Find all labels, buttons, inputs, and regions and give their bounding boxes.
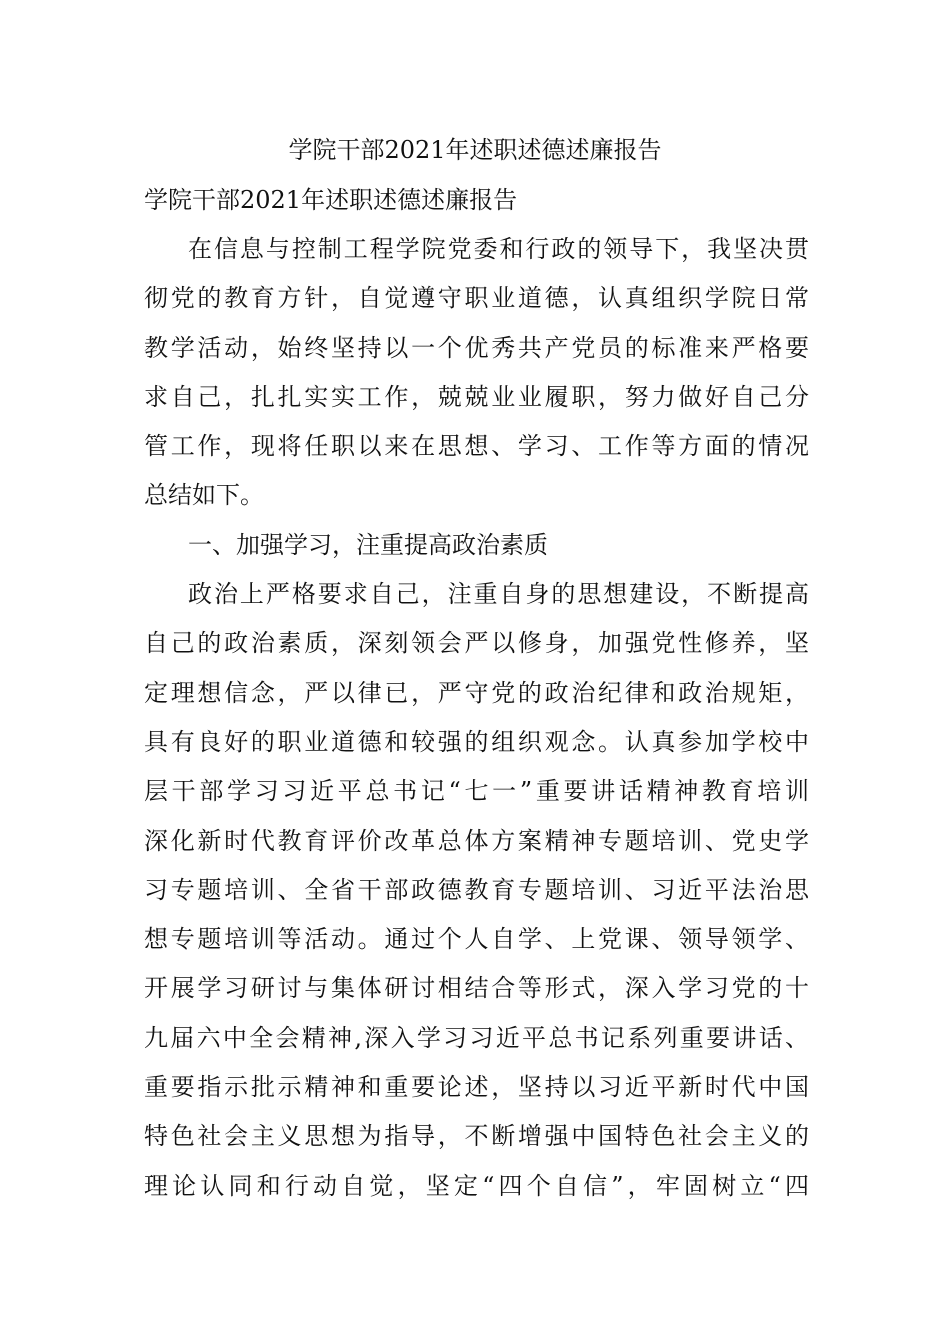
section-heading: 一、加强学习，注重提高政治素质 (188, 530, 548, 559)
document-body (144, 229, 809, 1215)
paragraph-line: 管工作，现将任职以来在思想、学习、工作等方面的情况 (144, 432, 809, 461)
document-subtitle: 学院干部2021年述职述德述廉报告 (144, 186, 518, 214)
paragraph-line: 九届六中全会精神,深入学习习近平总书记系列重要讲话、 (144, 1023, 809, 1052)
document-title: 学院干部2021年述职述德述廉报告 (288, 136, 662, 164)
paragraph-line: 习专题培训、全省干部政德教育专题培训、习近平法治思 (144, 875, 809, 904)
paragraph-line: 政治上严格要求自己，注重自身的思想建设，不断提高 (188, 580, 809, 609)
paragraph-line: 彻党的教育方针，自觉遵守职业道德，认真组织学院日常 (144, 284, 809, 313)
paragraph-line: 教学活动，始终坚持以一个优秀共产党员的标准来严格要 (144, 333, 809, 362)
paragraph-line: 理论认同和行动自觉，坚定“四个自信”，牢固树立“四 (144, 1171, 809, 1200)
paragraph-line: 在信息与控制工程学院党委和行政的领导下，我坚决贯 (188, 235, 809, 263)
paragraph-line: 层干部学习习近平总书记“七一”重要讲话精神教育培训 (144, 777, 809, 806)
paragraph-line: 总结如下。 (144, 481, 264, 510)
paragraph-line: 自己的政治素质，深刻领会严以修身，加强党性修养，坚 (144, 629, 809, 658)
paragraph-line: 重要指示批示精神和重要论述，坚持以习近平新时代中国 (144, 1073, 809, 1102)
paragraph-line: 求自己，扎扎实实工作，兢兢业业履职，努力做好自己分 (144, 382, 809, 411)
paragraph-line: 定理想信念，严以律已，严守党的政治纪律和政治规矩， (144, 678, 809, 707)
paragraph-line: 特色社会主义思想为指导，不断增强中国特色社会主义的 (144, 1122, 809, 1151)
paragraph-line: 想专题培训等活动。通过个人自学、上党课、领导领学、 (144, 925, 809, 954)
paragraph-line: 深化新时代教育评价改革总体方案精神专题培训、党史学 (144, 826, 809, 855)
paragraph-line: 具有良好的职业道德和较强的组织观念。认真参加学校中 (144, 727, 809, 756)
paragraph-line: 开展学习研讨与集体研讨相结合等形式，深入学习党的十 (144, 974, 809, 1003)
